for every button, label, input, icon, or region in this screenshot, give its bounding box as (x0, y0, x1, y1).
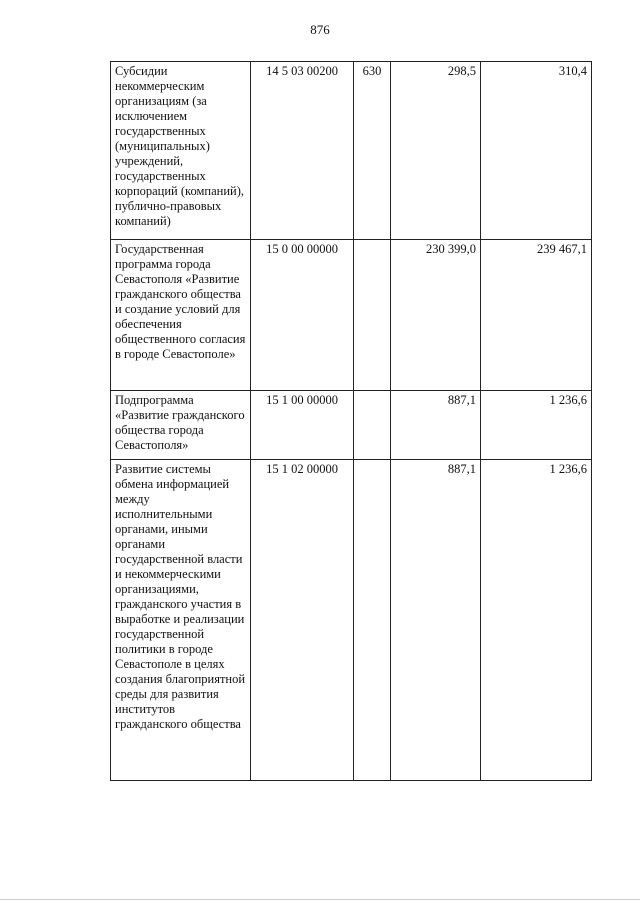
amount-year2-cell: 310,4 (481, 62, 592, 240)
scan-edge-line (0, 899, 640, 900)
target-code-cell: 15 1 00 00000 (251, 391, 354, 460)
target-code-cell: 14 5 03 00200 (251, 62, 354, 240)
expense-type-cell (354, 460, 391, 781)
expense-type-cell (354, 240, 391, 391)
row-name-cell: Подпрограмма «Развитие гражданского общества города Севастополя» (111, 391, 251, 460)
row-name-cell: Развитие системы обмена информацией между исполнительными органами, иными органами государственной власти и некоммерческими организациями, гражданского участия в выработке и реализации государственной политики в городе Севастополе в целях создания благоприятной среды для развития институтов гражданского общества (111, 460, 251, 781)
target-code-cell: 15 1 02 00000 (251, 460, 354, 781)
target-code-cell: 15 0 00 00000 (251, 240, 354, 391)
amount-year2-cell: 1 236,6 (481, 391, 592, 460)
table-row (111, 391, 592, 460)
amount-year2-cell: 1 236,6 (481, 460, 592, 781)
amount-year1-cell: 887,1 (391, 460, 481, 781)
amount-year1-cell: 887,1 (391, 391, 481, 460)
amount-year1-cell: 298,5 (391, 62, 481, 240)
amount-year1-cell: 230 399,0 (391, 240, 481, 391)
budget-table (110, 61, 592, 781)
amount-year2-cell: 239 467,1 (481, 240, 592, 391)
table-row (111, 460, 592, 781)
expense-type-cell: 630 (354, 62, 391, 240)
table-row (111, 62, 592, 240)
table-row (111, 240, 592, 391)
row-name-cell: Государственная программа города Севастополя «Развитие гражданского общества и создание условий для обеспечения общественного согласия в городе Севастополе» (111, 240, 251, 391)
expense-type-cell (354, 391, 391, 460)
row-name-cell: Субсидии некоммерческим организациям (за исключением государственных (муниципальных) учреждений, государственных корпораций (компаний), публично-правовых компаний) (111, 62, 251, 240)
page-number: 876 (310, 22, 330, 37)
